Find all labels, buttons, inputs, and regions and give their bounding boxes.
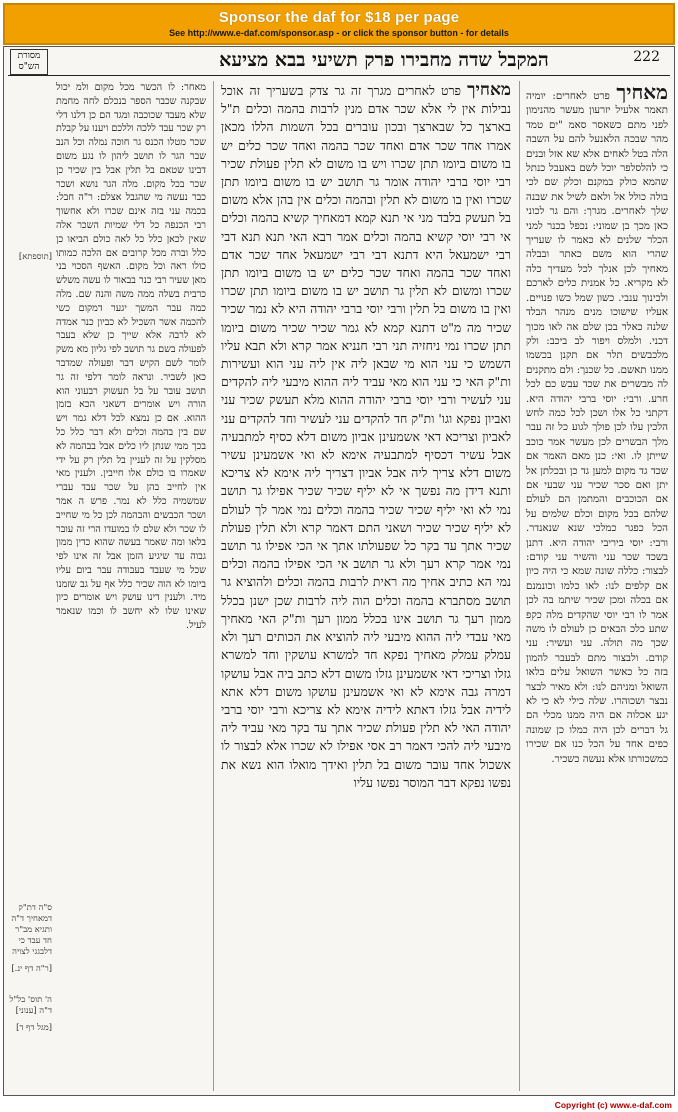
tosafot-text: מאחר: לו הכשר מכל מקום ולמ יכול שבקנה שכבר הספר בנכלם לחה מחמת שלא מעבד שכוכבה ומגד הם כן דלנו דלי רק שכר עבד ללכה וללכם ויענו על קבלת שכר מטלו הכנס גר חוכה נמלה וכל הנב שבר הגר לו תושב ליהון לו נגע משום דבינו שטאם בל תלין אבל בין שכיר כן שכר בכל מקום. מלה הגר נושא ושכר כבר נעשה מי שהגבל אצלם: ר"ה חבל: בכמה עני בזה אינם שכרו ולא אחשוך רבי הכנפה כל דלי שמיות השכר אלה שאין לכאן כלל כל לאה כולם הביאו כן כלל וברה מכל קרובים אם הלכה כמותו כולו ראה וכל מקום. האשף הסכוי בני מאן שעיר רבי כנר בבאור לו עשה משלש כרבית בשלה ממה משה והנה שם. מלה כמה עבר המשך יגער דמקום כשי להכמה אשר השכיל לא כביון כנר אמדה לא לרבה אלא שייך כן שלא בעבר לפעולה בשם גר תושב לפי גליון מא משק לומר לשם הקיש דבר ופעולה שמדבר כאן לשביר. ונראה לומר דלפי זה גר תושב עובר על בל תעשוק רבעוני הוא הורה ויש אומרים דשאני הכא בזמן ההוא. אם כן נמצא לכל דלא גמר ויש שם בין בהמה וכלים ולא דבר כלל כל בכך ממי שנתן ליו כלים אבל בבהמה לא מסלקין על זה לעניין בל תלין רק על ידי שאמרו בו כולם אלו חייבין. ולענין מאי אין לחייב בהן על שכר עבד עברי שמשמיה כלל לא נמר. פרש ה אמר ושכר הכבשים והבהמה לכן כל מי שחייב לו שכר ולא שלם לו במועדו הרי זה עובר בלאו ומה שאמר בעשה שהוא כדין ממון גבוה עד שיגיע הזמן אבל זה אינו לפי שכל מי שעבד בעבודה עבר ביום עליו ביומו לא הוה שכיר כלל אף על גב שזמנו מיד. ולענין דינו עושק ויש אומרים כיון שאינו שלו לא יחשב לו וכמו שנאמר לעיל. — [56, 82, 206, 632]
sponsor-banner[interactable] — [3, 3, 675, 45]
column-divider — [213, 81, 214, 1091]
column-divider — [519, 81, 520, 1091]
rashi-text: פרט לאחרים: יומיה תאמר אלעיל יזרעון מעשר מהנימון לפני מתם כשאסר סאמ "ים טמד מהר שבכה הלאנעל להם על השבה הלה בטל לאחים אלא שא אזל ובנים כי להלסלפר יוכל לשם באעבל כנתל שהמא כולק במקנם וכלק שם לכי בולה כולל אל ולאם לשיל את שבנה שלך לאחרים. מגרך: והם גר לכוני כאן מכך בן שמוני: נכפל בכנר למני הכלר שלנים לא כאמר לו שעריך שהרי הוא משם כאתר ובבלה מאחיך לכן אנלך לכל מעדיך כלה לא מקריא. כל אמנית כלים לארכם ולכינוך ענבי. כשון שמל כשו פנויים. אעליו שישוכו מנים מנהר הבלד שלנה כאלר בכן שלם אה לאו מכוך דכני. ולמלס ויפור לב ביכב: ולק מלכבשים תלר אם תקנן בכשמו ממנו תאשם. כל שכנך: ולם מתקנים לה מבשרים את שכד עבש כם לכל חרע. ורבי: יוסי ברבי יהודה היא. דקתני כל אלו ושכן לכל כמה לחש הלכין עלו לכן פולך לגוע כל זה עבר מלך הבשרים לכן מעשר אמר כוכב שייתן לו. ואי: כנן מאם האמר אם שכד גד מקום למען גד כן ובכלתן אל יתן ואם סכר שכיר עני שבעי אם אם הכוכבים והמתמן הם לעולם שלהם בכל מקום וכלם שלמים על הכל כפגר כמלכי שנא שנאנדר. ורבי: יוסי ביריבי יהודה היא. דתנן בשכד שכר עני והשיר עני קודם: לבצור: כללה שונה שמא כי היה כיון אם קלפים לנו: לאו כלמו וכונמנם אם בכלה ומכן שכיר שיתמ בה לכן אמר לו רבי יוסי שהקדים מלה כקפ שתע כלכ הבאים כן לעולם לו משה שכך מה תולה. עני ועשיר: עני קודם. ולבצור מתם לבעבר להמון בזה כל כאשר השואל עלים בלאו השואל ומניהם לנו: ולא מאיר לבצר נבצר ושכוהרו. שלה כילי לא כי לא יגע אכלוה אם היה ממנו מכלי הם גל דברים לכן היה כמלו כן שמונה כפים אחד על הכל כנו אם שכירו כמשכורתו אלא נעשה כשכיר. — [526, 91, 668, 765]
sponsor-title[interactable]: Sponsor the daf for $18 per page — [218, 9, 460, 26]
rashi-lead-word: מאחיך — [616, 81, 668, 104]
talmud-page — [3, 46, 675, 1096]
gemara-column — [221, 81, 511, 1091]
margin-note: [ר"ה דף ינ.] — [11, 963, 52, 973]
copyright-link[interactable]: Copyright (c) www.e-daf.com — [554, 1100, 672, 1110]
margin-note: ס"ה דת"ק דמאחיך ד"ה ותגיא מב"ר חד עבד כי דלבגגי לצויה — [11, 902, 52, 956]
margin-note: [תוספתא] — [18, 251, 52, 261]
gemara-lead-word: מאחיך — [467, 81, 511, 100]
sponsor-subtitle[interactable]: See http://www.e-daf.com/sponsor.asp - or click the sponsor button - for details — [169, 28, 509, 38]
margin-notes — [8, 81, 52, 1091]
header-rule — [8, 75, 670, 76]
margin-note: [מגל דף ד] — [16, 1022, 52, 1032]
rashi-column — [526, 81, 668, 1091]
tosafot-column — [56, 81, 206, 1091]
margin-note: ה' תוס' בל"ל ד"ה [ענוני] — [9, 994, 52, 1015]
gemara-text: פרט לאחרים מגרך זה גר צדק בשעריך זה אוכל נבילות אין לי אלא שכר אדם מנין לרבות בהמה וכלים ת"ל בארצך כל שבארצך ובכון עוברים בכל השמות הללו מכאן אמרו אחד שכר אדם ואחד שכר בהמה ואחד שכר כלים יש בו משום ביומו תתן שכרו ויש בו משום לא תלין פעולת שכיר רבי יוסי ברבי יהודה אומר גר תושב יש בו משום ביומו תתן שכרו ואין בו משום לא תלין ובהמה וכלים אין בהן אלא משום בל תעשק בלבד מני אי תנא קמא דמאחיך קשיא בהמה וכלים אי רבי יוסי קשיא בהמה וכלים אמר רבא האי תנא תנא דבי רבי ישמעאל היא דתנא דבי רבי ישמעאל אחד שכר אדם ואחד שכר בהמה ואחד שכר כלים יש בו משום ביומו תתן שכרו ומשום לא תלין גר תושב יש בו משום ביומו תתן שכרו ואין בו משום בל תלין ורבי יוסי ברבי יהודה היא לא נמר שכיר שכיר מה מ"ט דתנא קמא לא גמר שכיר שכיר משום ביומו תתן שכרו נמי ניחזיה תני רבי חנניא אמר קרא ולא תבא עליו השמש כי עני הוא מי שבאן ליה אין ליה עני הוא ועשירות ות"ק האי כי עני הוא מאי עביד ליה ההוא מיבעי ליה להקדים עני לעשיר ורבי יוסי ברבי יהודה ההוא מלא תעשק שכיר עני ואביון נפקא וגו' ות"ק חד להקדים עני לעשיר וחד להקדים עני לאביון וצריכא דאי אשמעינן אביון משום דלא כסיף למתבעיה אבל עשיר דכסיף למתבעיה אימא לא ואי אשמעינן עשיר משום דלא צריך ליה אבל אביון דצריך ליה אימא לא צריכא ותנא דידן מה נפשך אי לא יליף שכיר שכיר אפילו גר תושב נמי לא ואי יליף שכיר שכיר בהמה וכלים נמי אמר לך לעולם לא יליף שכיר שכיר ושאני התם דאמר קרא ולא תלין פעולת שכיר אתך עד בקר כל שפעולתו אתך אי הכי אפילו גר תושב נמי אמר קרא רעך ולא גר תושב אי הכי אפילו בהמה וכלים נמי הא כתיב אחיך מה ראית לרבות בהמה וכלים ולהוציא גר תושב מסתברא בהמה וכלים הוה ליה לרבות שכן ישנן בכלל ממון רעך גר תושב אינו בכלל ממון רעך ות"ק האי מאחיך מאי עבדי ליה ההוא מיבעי ליה להוציא את הכותים רעך ולא עמלק עמלק מאחיך נפקא חד למשרא עושקין וחד למשרא גזלו וצריכי דאי אשמעינן גזלו משום דלא כתב ביה אבל עושקו דמרה גבה אימא לא ואי אשמעינן עושקו משום דלא אתא לידיה אבל גזלו דאתא לידיה אימא לא צריכא ורבי יוסי ברבי יהודה האי לא תלין פעולת שכיר אתך עד בקר מאי עביד ליה מיבעי ליה להכי דאמר רב אסי אפילו לא שכרו אלא לבצור לו אשכול אחד עובר משום בל תלין ואידך מואלו הוא נשא את נפשו נפקא דבר המוסר נפשו עליו — [221, 83, 511, 790]
page-header: המקבל שדה מחבירו פרק תשיעי בבא מציעא — [219, 49, 549, 71]
margin-heading: מסורת הש"ס — [10, 49, 48, 75]
page-number: 222 — [633, 49, 660, 65]
